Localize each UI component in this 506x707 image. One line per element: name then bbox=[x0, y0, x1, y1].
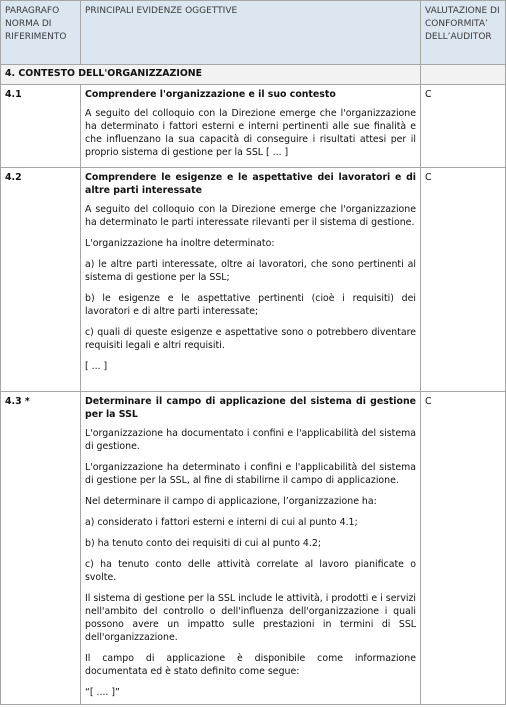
evidence-paragraph: A seguito del colloquio con la Direzione emerge che l'organizzazione ha determinato i fattori esterni e interni pertinenti alle sue finalità e che influenzano la sua capacità di conseguire i risultati attesi per il proprio sistema di gestione per la SSL [ ... ] bbox=[85, 108, 416, 158]
section-row bbox=[1, 65, 506, 85]
section-title: 4. CONTESTO DELL'ORGANIZZAZIONE bbox=[1, 65, 421, 85]
evidence-paragraph: L'organizzazione ha determinato i confini e l'applicabilità del sistema di gestione per la SSL, al fine di stabilirne il campo di applicazione. bbox=[85, 462, 416, 486]
evidence-paragraph: b) ha tenuto conto dei requisiti di cui al punto 4.2; bbox=[85, 538, 322, 549]
evidence-paragraph: A seguito del colloquio con la Direzione emerge che l'organizzazione ha determinato le parti interessate rilevanti per il sistema di gestione. bbox=[85, 204, 416, 228]
evidence-cell bbox=[81, 392, 421, 705]
rating-value: C bbox=[421, 85, 506, 168]
evidence-paragraph: Il campo di applicazione è disponibile come informazione documentata ed è stato definito come segue: bbox=[85, 653, 416, 677]
evidence-cell bbox=[81, 85, 421, 168]
evidence-cell bbox=[81, 168, 421, 392]
clause-number: 4.2 bbox=[1, 168, 81, 392]
rating-value: C bbox=[421, 168, 506, 392]
evidence-paragraph: b) le esigenze e le aspettative pertinenti (cioè i requisiti) dei lavoratori e di altre parti interessate; bbox=[85, 293, 416, 317]
header-reference: PARAGRAFO NORMA DI RIFERIMENTO bbox=[1, 1, 81, 65]
evidence-paragraph: Il sistema di gestione per la SSL include le attività, i prodotti e i servizi nell'ambito del controllo o dell'influenza dell'organizzazione i quali possono avere un impatto sulle prestazioni in termini di SSL dell'organizzazione. bbox=[85, 593, 416, 643]
evidence-paragraph: c) ha tenuto conto delle attività correlate al lavoro pianificate o svolte. bbox=[85, 559, 416, 583]
evidence-paragraph: Nel determinare il campo di applicazione, l’organizzazione ha: bbox=[85, 496, 377, 507]
evidence-paragraph: [ ... ] bbox=[85, 361, 108, 372]
clause-title: Comprendere l'organizzazione e il suo contesto bbox=[85, 89, 336, 100]
table-row bbox=[1, 85, 506, 168]
clause-number: 4.3 * bbox=[1, 392, 81, 705]
header-evidence: PRINCIPALI EVIDENZE OGGETTIVE bbox=[81, 1, 421, 65]
rating-value: C bbox=[421, 392, 506, 705]
table-row bbox=[1, 392, 506, 705]
evidence-paragraph: “[ .... ]” bbox=[85, 687, 120, 698]
evidence-paragraph: L'organizzazione ha documentato i confini e l'applicabilità del sistema di gestione. bbox=[85, 428, 416, 452]
clause-title: Determinare il campo di applicazione del sistema di gestione per la SSL bbox=[85, 396, 416, 420]
evidence-paragraph: c) quali di queste esigenze e aspettative sono o potrebbero diventare requisiti legali e altri requisiti. bbox=[85, 327, 416, 351]
header-rating: VALUTAZIONE DI CONFORMITA’ DELL’AUDITOR bbox=[421, 1, 506, 65]
evidence-paragraph: L'organizzazione ha inoltre determinato: bbox=[85, 238, 275, 249]
clause-number: 4.1 bbox=[1, 85, 81, 168]
evidence-paragraph: a) le altre parti interessate, oltre ai lavoratori, che sono pertinenti al sistema di gestione per la SSL; bbox=[85, 259, 416, 283]
evidence-paragraph: a) considerato i fattori esterni e interni di cui al punto 4.1; bbox=[85, 517, 358, 528]
section-rating-cell bbox=[421, 65, 506, 85]
clause-title: Comprendere le esigenze e le aspettative dei lavoratori e di altre parti interessate bbox=[85, 172, 416, 196]
table-header bbox=[1, 1, 506, 65]
table-row bbox=[1, 168, 506, 392]
